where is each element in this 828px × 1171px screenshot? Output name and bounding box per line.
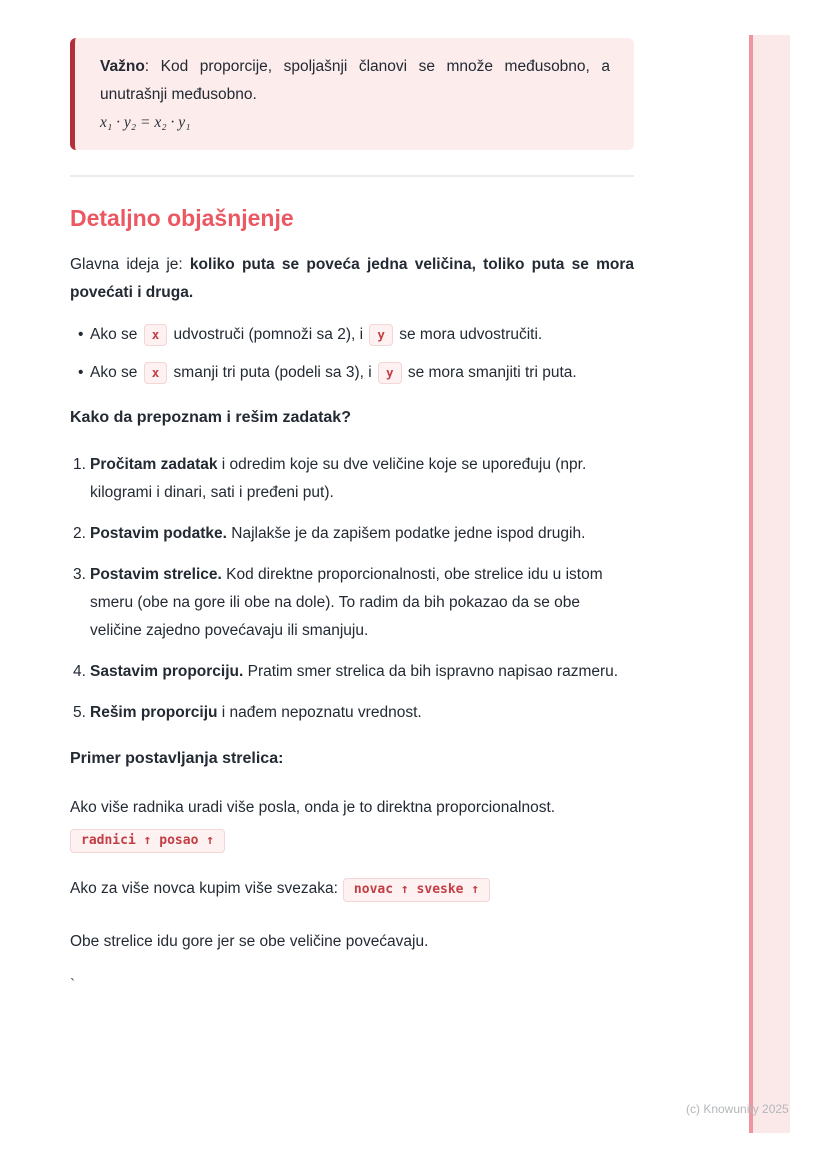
bullet-pre: Ako se: [90, 364, 138, 381]
step-bold: Postavim strelice.: [90, 566, 222, 583]
important-callout: [70, 38, 634, 150]
inline-code-x: x: [144, 324, 168, 346]
content-column: [70, 38, 634, 1000]
step-text: [90, 699, 634, 727]
bullet-marker: •: [78, 364, 84, 381]
callout-body: : Kod proporcije, spoljašnji članovi se množe međusobno, a unutrašnji međusobno.: [100, 58, 610, 103]
subheading-method: Kako da prepoznam i rešim zadatak?: [70, 409, 351, 426]
example-paragraph-1: Ako više radnika uradi više posla, onda je to direktna proporcionalnost.: [70, 799, 556, 816]
step-bold: Rešim proporciju: [90, 704, 218, 721]
inline-code-y: y: [369, 324, 393, 346]
bullet-post: se mora smanjiti tri puta.: [407, 364, 577, 381]
closing-paragraph: Obe strelice idu gore jer se obe veličine povećavaju.: [70, 933, 429, 950]
inline-code-y: y: [378, 362, 402, 384]
intro-paragraph: [70, 251, 634, 307]
callout-label: Važno: [100, 58, 145, 75]
step-number: 3.: [73, 566, 86, 583]
step-item: [70, 699, 634, 727]
bullet-pre: Ako se: [90, 326, 138, 343]
stray-backtick: `: [70, 977, 76, 994]
callout-formula: x₁ · y₂ = x₂ · y₁: [100, 114, 191, 131]
step-text: [90, 520, 634, 548]
bullet-item: [70, 359, 634, 386]
step-item: [70, 520, 634, 548]
bullet-text: [90, 359, 577, 386]
example-paragraph-2: [70, 875, 634, 904]
step-item: [70, 658, 634, 686]
step-item: [70, 561, 634, 645]
step-text: [90, 561, 634, 645]
intro-lead: Glavna ideja je:: [70, 256, 190, 273]
code-badge-radnici-posao: radnici ↑ posao ↑: [70, 829, 225, 853]
step-rest: i nađem nepoznatu vrednost.: [217, 704, 422, 721]
step-bold: Postavim podatke.: [90, 525, 227, 542]
step-rest: Pratim smer strelica da bih ispravno napisao razmeru.: [243, 663, 619, 680]
step-item: [70, 451, 634, 507]
side-accent-bar: [749, 35, 790, 1133]
step-rest: i odredim koje su dve veličine koje se upoređuju (npr. kilogrami i dinari, sati i pređeni put).: [90, 456, 587, 501]
step-bold: Sastavim proporciju.: [90, 663, 244, 680]
step-rest: Najlakše je da zapišem podatke jedne ispod drugih.: [226, 525, 586, 542]
bullet-text: [90, 321, 542, 348]
bullet-item: [70, 321, 634, 348]
step-number: 4.: [73, 663, 86, 680]
step-bold: Pročitam zadatak: [90, 456, 218, 473]
step-number: 2.: [73, 525, 86, 542]
step-rest: Kod direktne proporcionalnosti, obe strelice idu u istom smeru (obe na gore ili obe na dole). To radim da bih pokazao da se obe veličine zajedno povećavaju ili smanjuju.: [90, 566, 603, 639]
step-text: [90, 658, 634, 686]
steps-list: [70, 451, 634, 727]
bullet-post: se mora udvostručiti.: [399, 326, 543, 343]
bullet-list: [70, 321, 634, 386]
bullet-mid: udvostruči (pomnoži sa 2), i: [173, 326, 364, 343]
badge-line: [70, 831, 634, 849]
section-divider: [70, 175, 634, 177]
step-number: 1.: [73, 456, 86, 473]
subheading-example: Primer postavljanja strelica:: [70, 750, 284, 767]
code-badge-novac-sveske: novac ↑ sveske ↑: [343, 878, 490, 902]
step-number: 5.: [73, 704, 86, 721]
bullet-mid: smanji tri puta (podeli sa 3), i: [173, 364, 372, 381]
intro-emphasis: koliko puta se poveća jedna veličina, toliko puta se mora povećati i druga.: [70, 256, 634, 301]
callout-text: [100, 53, 610, 109]
bullet-marker: •: [78, 326, 84, 343]
footer-credit: (c) Knowunity 2025: [686, 1102, 789, 1116]
step-text: [90, 451, 634, 507]
section-heading: Detaljno objašnjenje: [70, 205, 294, 231]
inline-code-x: x: [144, 362, 168, 384]
example-2-text: Ako za više novca kupim više svezaka:: [70, 880, 338, 897]
